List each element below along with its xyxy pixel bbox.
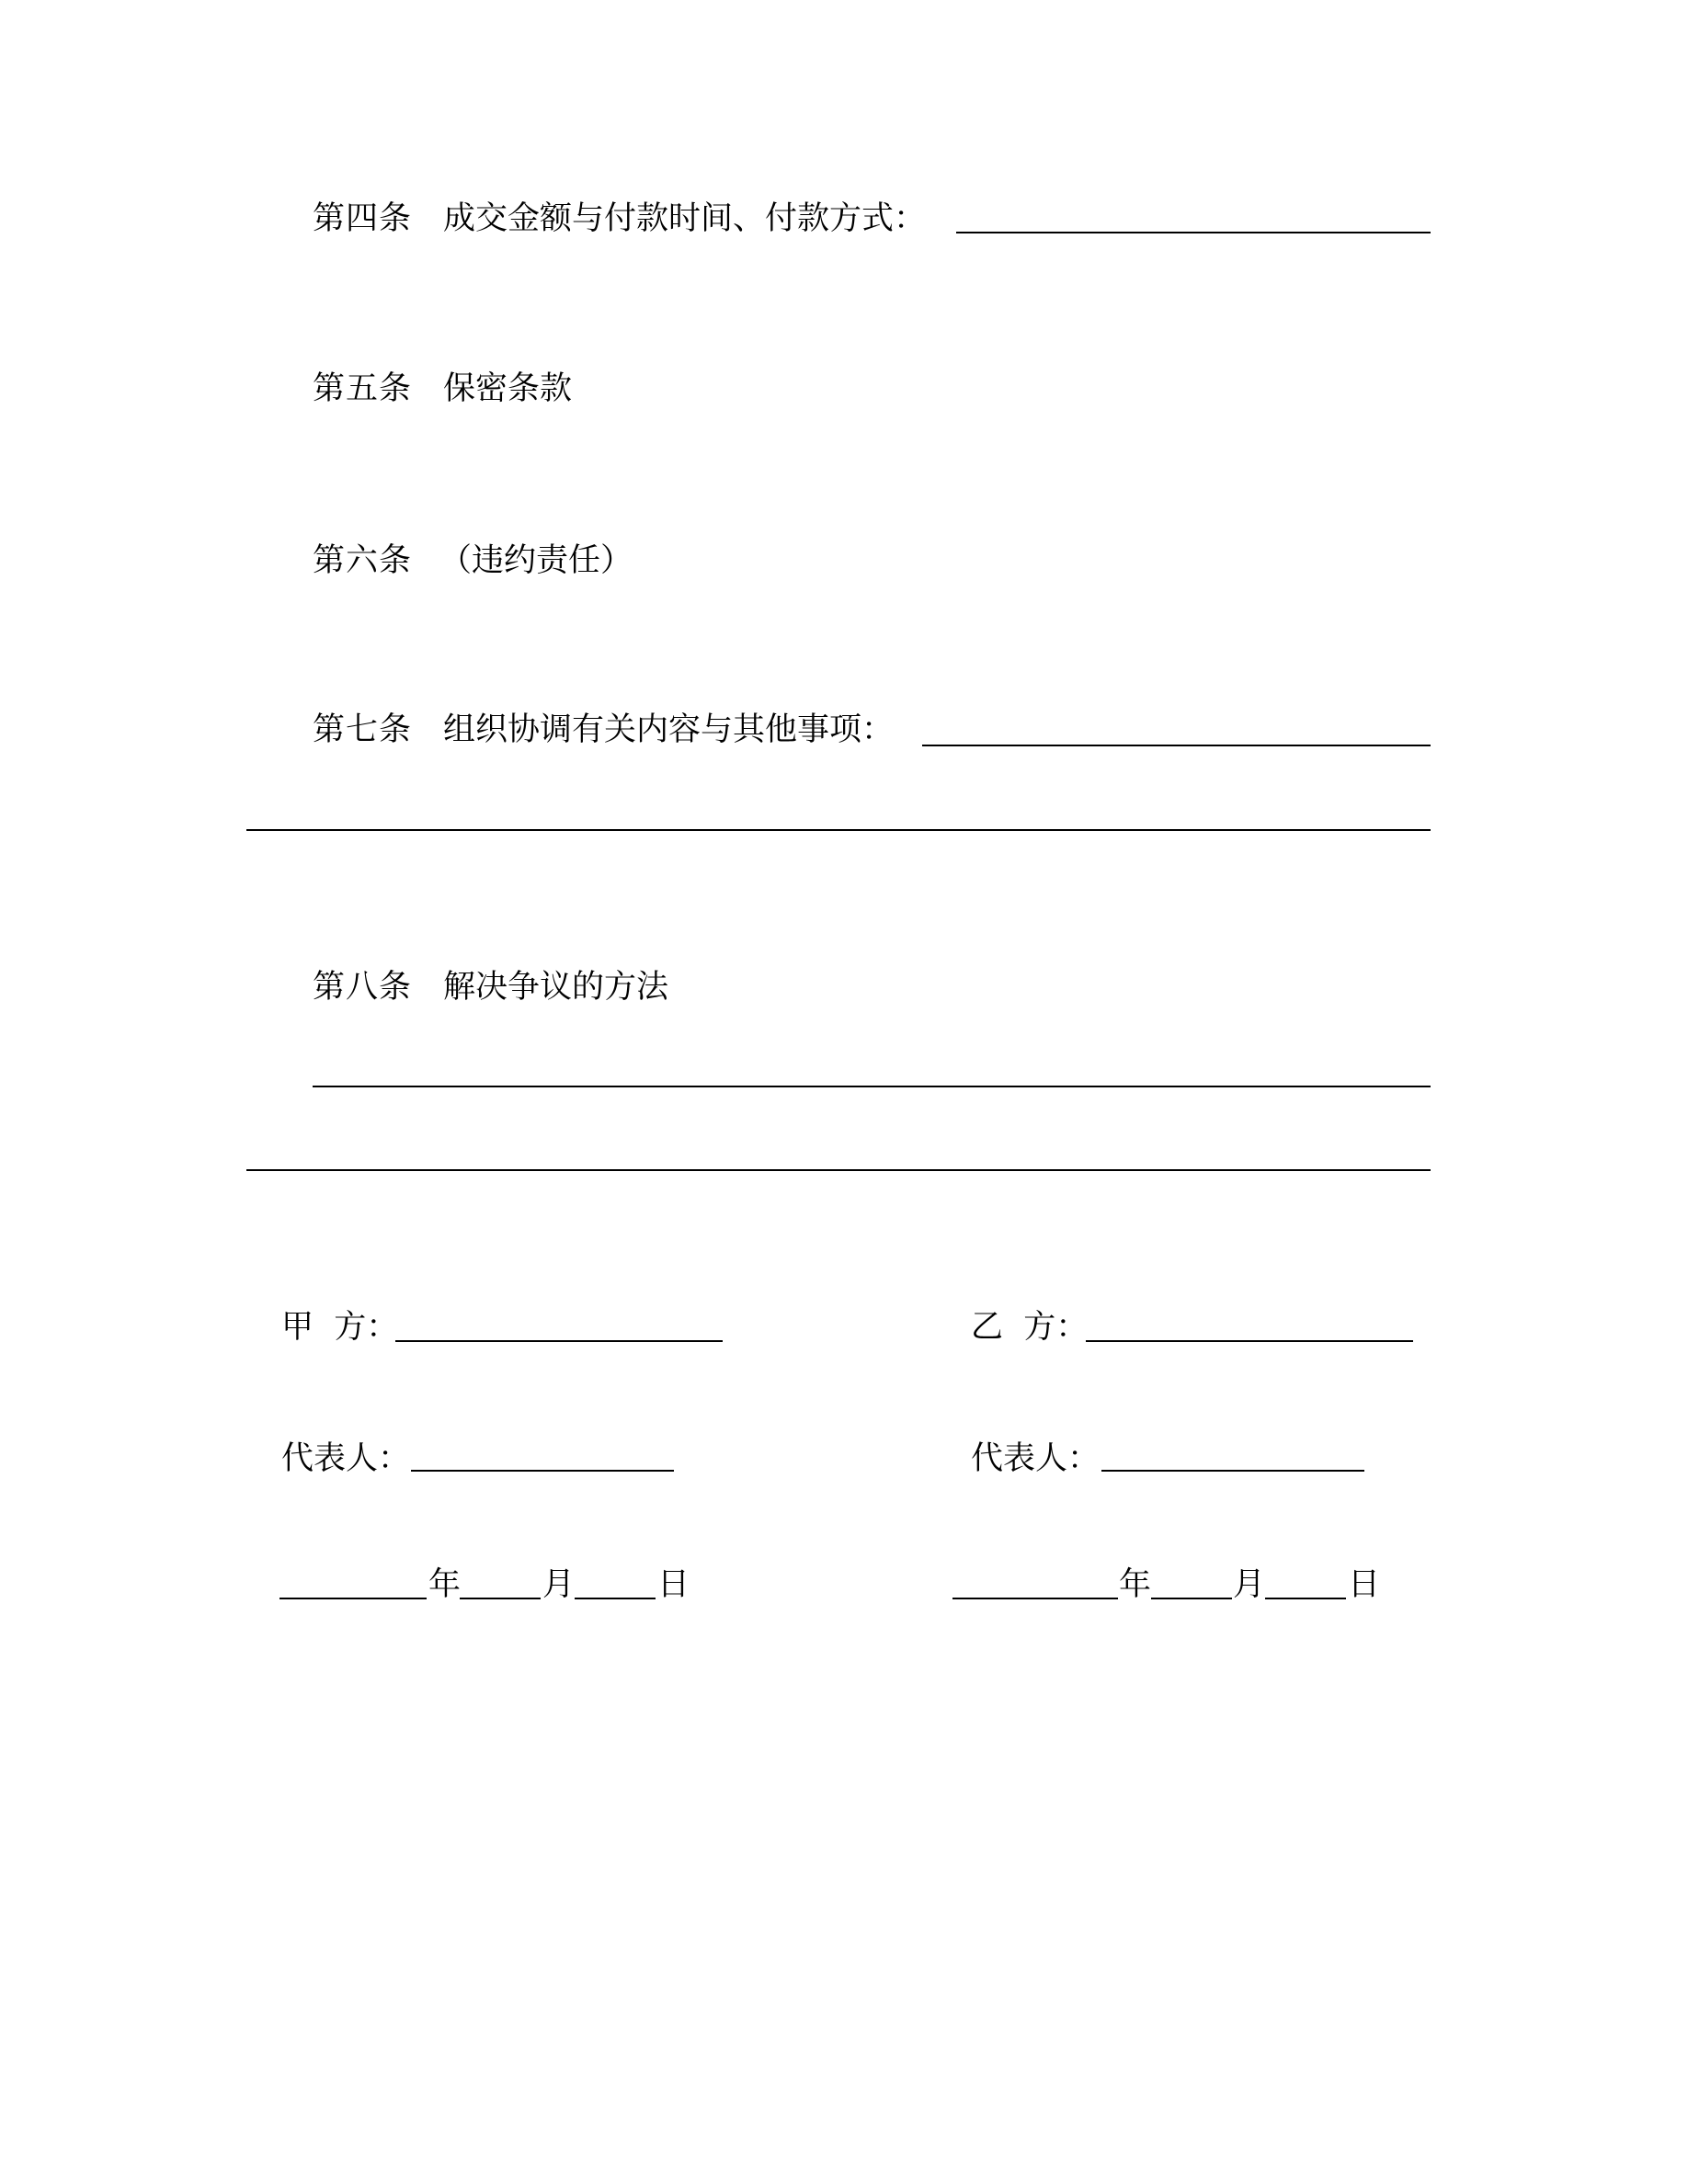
fill-in-blank[interactable] bbox=[246, 829, 1431, 831]
article-number: 第六条 bbox=[313, 542, 413, 579]
party-a-year-blank[interactable] bbox=[279, 1598, 427, 1599]
party-b-month-blank[interactable] bbox=[1151, 1598, 1232, 1599]
party-b-day-label: 日 bbox=[1348, 1566, 1381, 1603]
fill-in-blank[interactable] bbox=[956, 232, 1431, 233]
party-a-year-label: 年 bbox=[428, 1566, 462, 1603]
party-b-label: 乙 方： bbox=[971, 1309, 1089, 1346]
party-a-label: 甲 方： bbox=[281, 1309, 399, 1346]
article-number: 第八条 bbox=[313, 969, 413, 1006]
party-b-rep-blank[interactable] bbox=[1101, 1470, 1364, 1472]
party-b-year-blank[interactable] bbox=[952, 1598, 1118, 1599]
article-number: 第七条 bbox=[313, 711, 413, 748]
article-title: 解决争议的方法 bbox=[443, 969, 669, 1006]
party-b-day-blank[interactable] bbox=[1265, 1598, 1346, 1599]
article-number: 第五条 bbox=[313, 370, 413, 407]
party-b-year-label: 年 bbox=[1119, 1566, 1152, 1603]
party-a-rep-blank[interactable] bbox=[411, 1470, 674, 1472]
article-title: （违约责任） bbox=[439, 542, 633, 579]
party-b-name-blank[interactable] bbox=[1086, 1340, 1413, 1342]
party-a-day-blank[interactable] bbox=[575, 1598, 656, 1599]
party-a-rep-label: 代表人： bbox=[281, 1440, 411, 1477]
fill-in-blank[interactable] bbox=[313, 1086, 1431, 1087]
party-a-month-label: 月 bbox=[542, 1566, 576, 1603]
article-title: 成交金额与付款时间、付款方式： bbox=[443, 200, 927, 237]
article-title: 组织协调有关内容与其他事项： bbox=[443, 711, 895, 748]
party-a-name-blank[interactable] bbox=[395, 1340, 723, 1342]
fill-in-blank[interactable] bbox=[246, 1169, 1431, 1171]
article-number: 第四条 bbox=[313, 200, 413, 237]
party-b-month-label: 月 bbox=[1233, 1566, 1266, 1603]
article-title: 保密条款 bbox=[443, 370, 573, 407]
fill-in-blank[interactable] bbox=[922, 745, 1431, 746]
party-b-rep-label: 代表人： bbox=[971, 1440, 1101, 1477]
party-a-day-label: 日 bbox=[657, 1566, 690, 1603]
party-a-month-blank[interactable] bbox=[460, 1598, 541, 1599]
